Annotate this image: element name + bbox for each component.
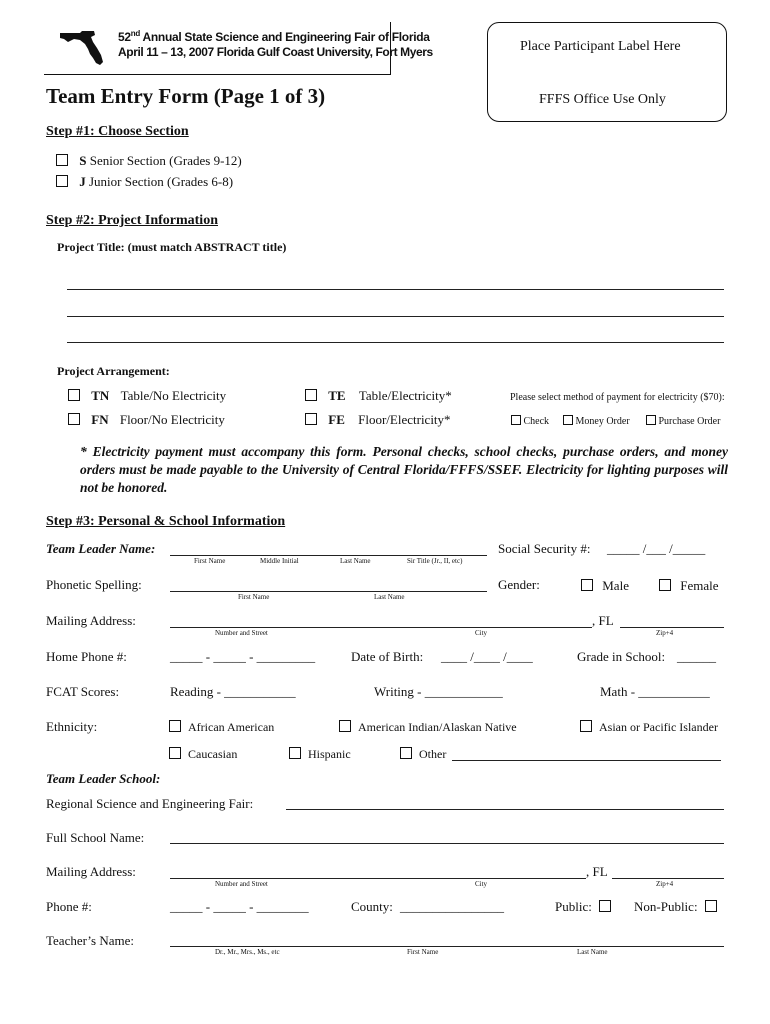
writing-field[interactable]: ____________ [424, 684, 503, 699]
grade-field[interactable]: ______ [677, 649, 716, 664]
school-sub-city: City [475, 880, 488, 888]
public-option: Public: [555, 899, 611, 915]
school-phone-label: Phone #: [46, 899, 92, 914]
home-phone-label: Home Phone #: [46, 649, 127, 664]
home-phone-field[interactable]: _____ - _____ - _________ [170, 649, 316, 664]
project-title-label: Project Title: (must match ABSTRACT title) [57, 240, 287, 254]
phonetic-sub-last: Last Name [374, 593, 405, 601]
ethnicity-hispanic: Hispanic [289, 747, 351, 762]
purchase-order-checkbox[interactable] [646, 415, 656, 425]
step3-heading: Step #3: Personal & School Information [46, 514, 286, 529]
county-label: County: [351, 899, 393, 914]
school-mailing-label: Mailing Address: [46, 864, 136, 879]
reading-field[interactable]: ___________ [224, 684, 296, 699]
payment-check: Check [511, 415, 549, 427]
teacher-sub-last: Last Name [577, 948, 608, 956]
section-option-senior: S Senior Section (Grades 9-12) [56, 153, 242, 169]
regional-fair-label: Regional Science and Engineering Fair: [46, 796, 254, 811]
step1-heading: Step #1: Choose Section [46, 124, 189, 139]
fn-checkbox[interactable] [68, 413, 80, 425]
asian-checkbox[interactable] [580, 720, 592, 732]
payment-money-order: Money Order [563, 415, 630, 427]
florida-map-icon [58, 30, 108, 66]
name-sub-last: Last Name [340, 557, 371, 565]
caucasian-checkbox[interactable] [169, 747, 181, 759]
mailing-zip-field[interactable] [620, 627, 724, 628]
school-heading: Team Leader School: [46, 771, 161, 786]
arrangement-label: Project Arrangement: [57, 364, 170, 378]
section-option-junior: J Junior Section (Grades 6-8) [56, 174, 233, 190]
mailing-street-field[interactable] [170, 627, 592, 628]
other-checkbox[interactable] [400, 747, 412, 759]
other-ethnicity-field[interactable] [452, 760, 721, 761]
fcat-reading: Reading - ___________ [170, 684, 296, 699]
fair-title-line2: April 11 – 13, 2007 Florida Gulf Coast University, Fort Myers [118, 45, 433, 59]
name-sub-suffix: Sir Title (Jr., II, etc) [407, 557, 463, 565]
african-american-checkbox[interactable] [169, 720, 181, 732]
name-sub-first: First Name [194, 557, 226, 565]
step2-heading: Step #2: Project Information [46, 213, 218, 228]
electricity-note: * Electricity payment must accompany this form. Personal checks, school checks, purchase orders, and money orders must be made payable to the University of Central Florida/FFFS/SSEF. Electricity for lighting purposes will not be honored. [80, 444, 728, 495]
gender-label: Gender: [498, 577, 540, 592]
fcat-label: FCAT Scores: [46, 684, 120, 699]
project-title-line-1[interactable] [67, 289, 724, 290]
full-school-label: Full School Name: [46, 830, 145, 845]
school-state: , FL [586, 864, 608, 879]
te-checkbox[interactable] [305, 389, 317, 401]
ethnicity-african-american: African American [169, 720, 274, 735]
arrangement-te: TE Table/Electricity* [305, 388, 452, 404]
regional-fair-field[interactable] [286, 809, 724, 810]
mailing-sub-street: Number and Street [215, 629, 268, 637]
school-street-field[interactable] [170, 878, 586, 879]
public-checkbox[interactable] [599, 900, 611, 912]
county-field[interactable]: ________________ [400, 899, 504, 914]
teacher-label: Teacher’s Name: [46, 933, 134, 948]
team-leader-name-field[interactable] [170, 555, 487, 556]
payment-purchase-order: Purchase Order [646, 415, 720, 427]
name-sub-middle: Middle Initial [260, 557, 299, 565]
teacher-field[interactable] [170, 946, 724, 947]
arrangement-tn: TN Table/No Electricity [68, 388, 226, 404]
male-checkbox[interactable] [581, 579, 593, 591]
mailing-sub-city: City [475, 629, 488, 637]
office-use-text: FFFS Office Use Only [539, 92, 666, 107]
fe-checkbox[interactable] [305, 413, 317, 425]
payment-prompt: Please select method of payment for electricity ($70): [510, 392, 725, 403]
arrangement-fe: FE Floor/Electricity* [305, 412, 451, 428]
junior-checkbox[interactable] [56, 175, 68, 187]
gender-male: Male [581, 578, 629, 594]
form-title: Team Entry Form (Page 1 of 3) [46, 84, 326, 108]
teacher-sub-title: Dr., Mr., Mrs., Ms., etc [215, 948, 280, 956]
participant-label-text: Place Participant Label Here [520, 39, 681, 54]
ethnicity-caucasian: Caucasian [169, 747, 237, 762]
ssn-label: Social Security #: [498, 541, 591, 556]
money-order-checkbox[interactable] [563, 415, 573, 425]
ethnicity-other: Other [400, 747, 446, 762]
school-sub-street: Number and Street [215, 880, 268, 888]
arrangement-fn: FN Floor/No Electricity [68, 412, 225, 428]
math-field[interactable]: ___________ [638, 684, 710, 699]
phonetic-field[interactable] [170, 591, 487, 592]
phonetic-sub-first: First Name [238, 593, 270, 601]
school-phone-field[interactable]: _____ - _____ - ________ [170, 899, 309, 914]
school-zip-field[interactable] [612, 878, 724, 879]
ethnicity-label: Ethnicity: [46, 719, 98, 734]
nonpublic-option: Non-Public: [634, 899, 717, 915]
fcat-math: Math - ___________ [600, 684, 710, 699]
project-title-line-3[interactable] [67, 342, 724, 343]
ethnicity-american-indian: American Indian/Alaskan Native [339, 720, 517, 735]
tn-checkbox[interactable] [68, 389, 80, 401]
senior-checkbox[interactable] [56, 154, 68, 166]
female-checkbox[interactable] [659, 579, 671, 591]
fcat-writing: Writing - ____________ [374, 684, 503, 699]
phonetic-label: Phonetic Spelling: [46, 577, 142, 592]
gender-female: Female [659, 578, 719, 594]
mailing-sub-zip: Zip+4 [656, 629, 674, 637]
project-title-line-2[interactable] [67, 316, 724, 317]
fair-title-line1: 52nd Annual State Science and Engineering Fair of Florida [118, 29, 430, 44]
grade-label: Grade in School: [577, 649, 666, 664]
teacher-sub-first: First Name [407, 948, 439, 956]
american-indian-checkbox[interactable] [339, 720, 351, 732]
ethnicity-asian: Asian or Pacific Islander [580, 720, 718, 735]
mailing-state: , FL [592, 613, 614, 628]
hispanic-checkbox[interactable] [289, 747, 301, 759]
full-school-field[interactable] [170, 843, 724, 844]
mailing-label: Mailing Address: [46, 613, 136, 628]
nonpublic-checkbox[interactable] [705, 900, 717, 912]
dob-field[interactable]: ____ /____ /____ [441, 649, 533, 664]
ssn-field[interactable]: _____ /___ /_____ [607, 541, 706, 556]
team-leader-name-label: Team Leader Name: [46, 541, 156, 556]
check-checkbox[interactable] [511, 415, 521, 425]
dob-label: Date of Birth: [351, 649, 424, 664]
school-sub-zip: Zip+4 [656, 880, 674, 888]
